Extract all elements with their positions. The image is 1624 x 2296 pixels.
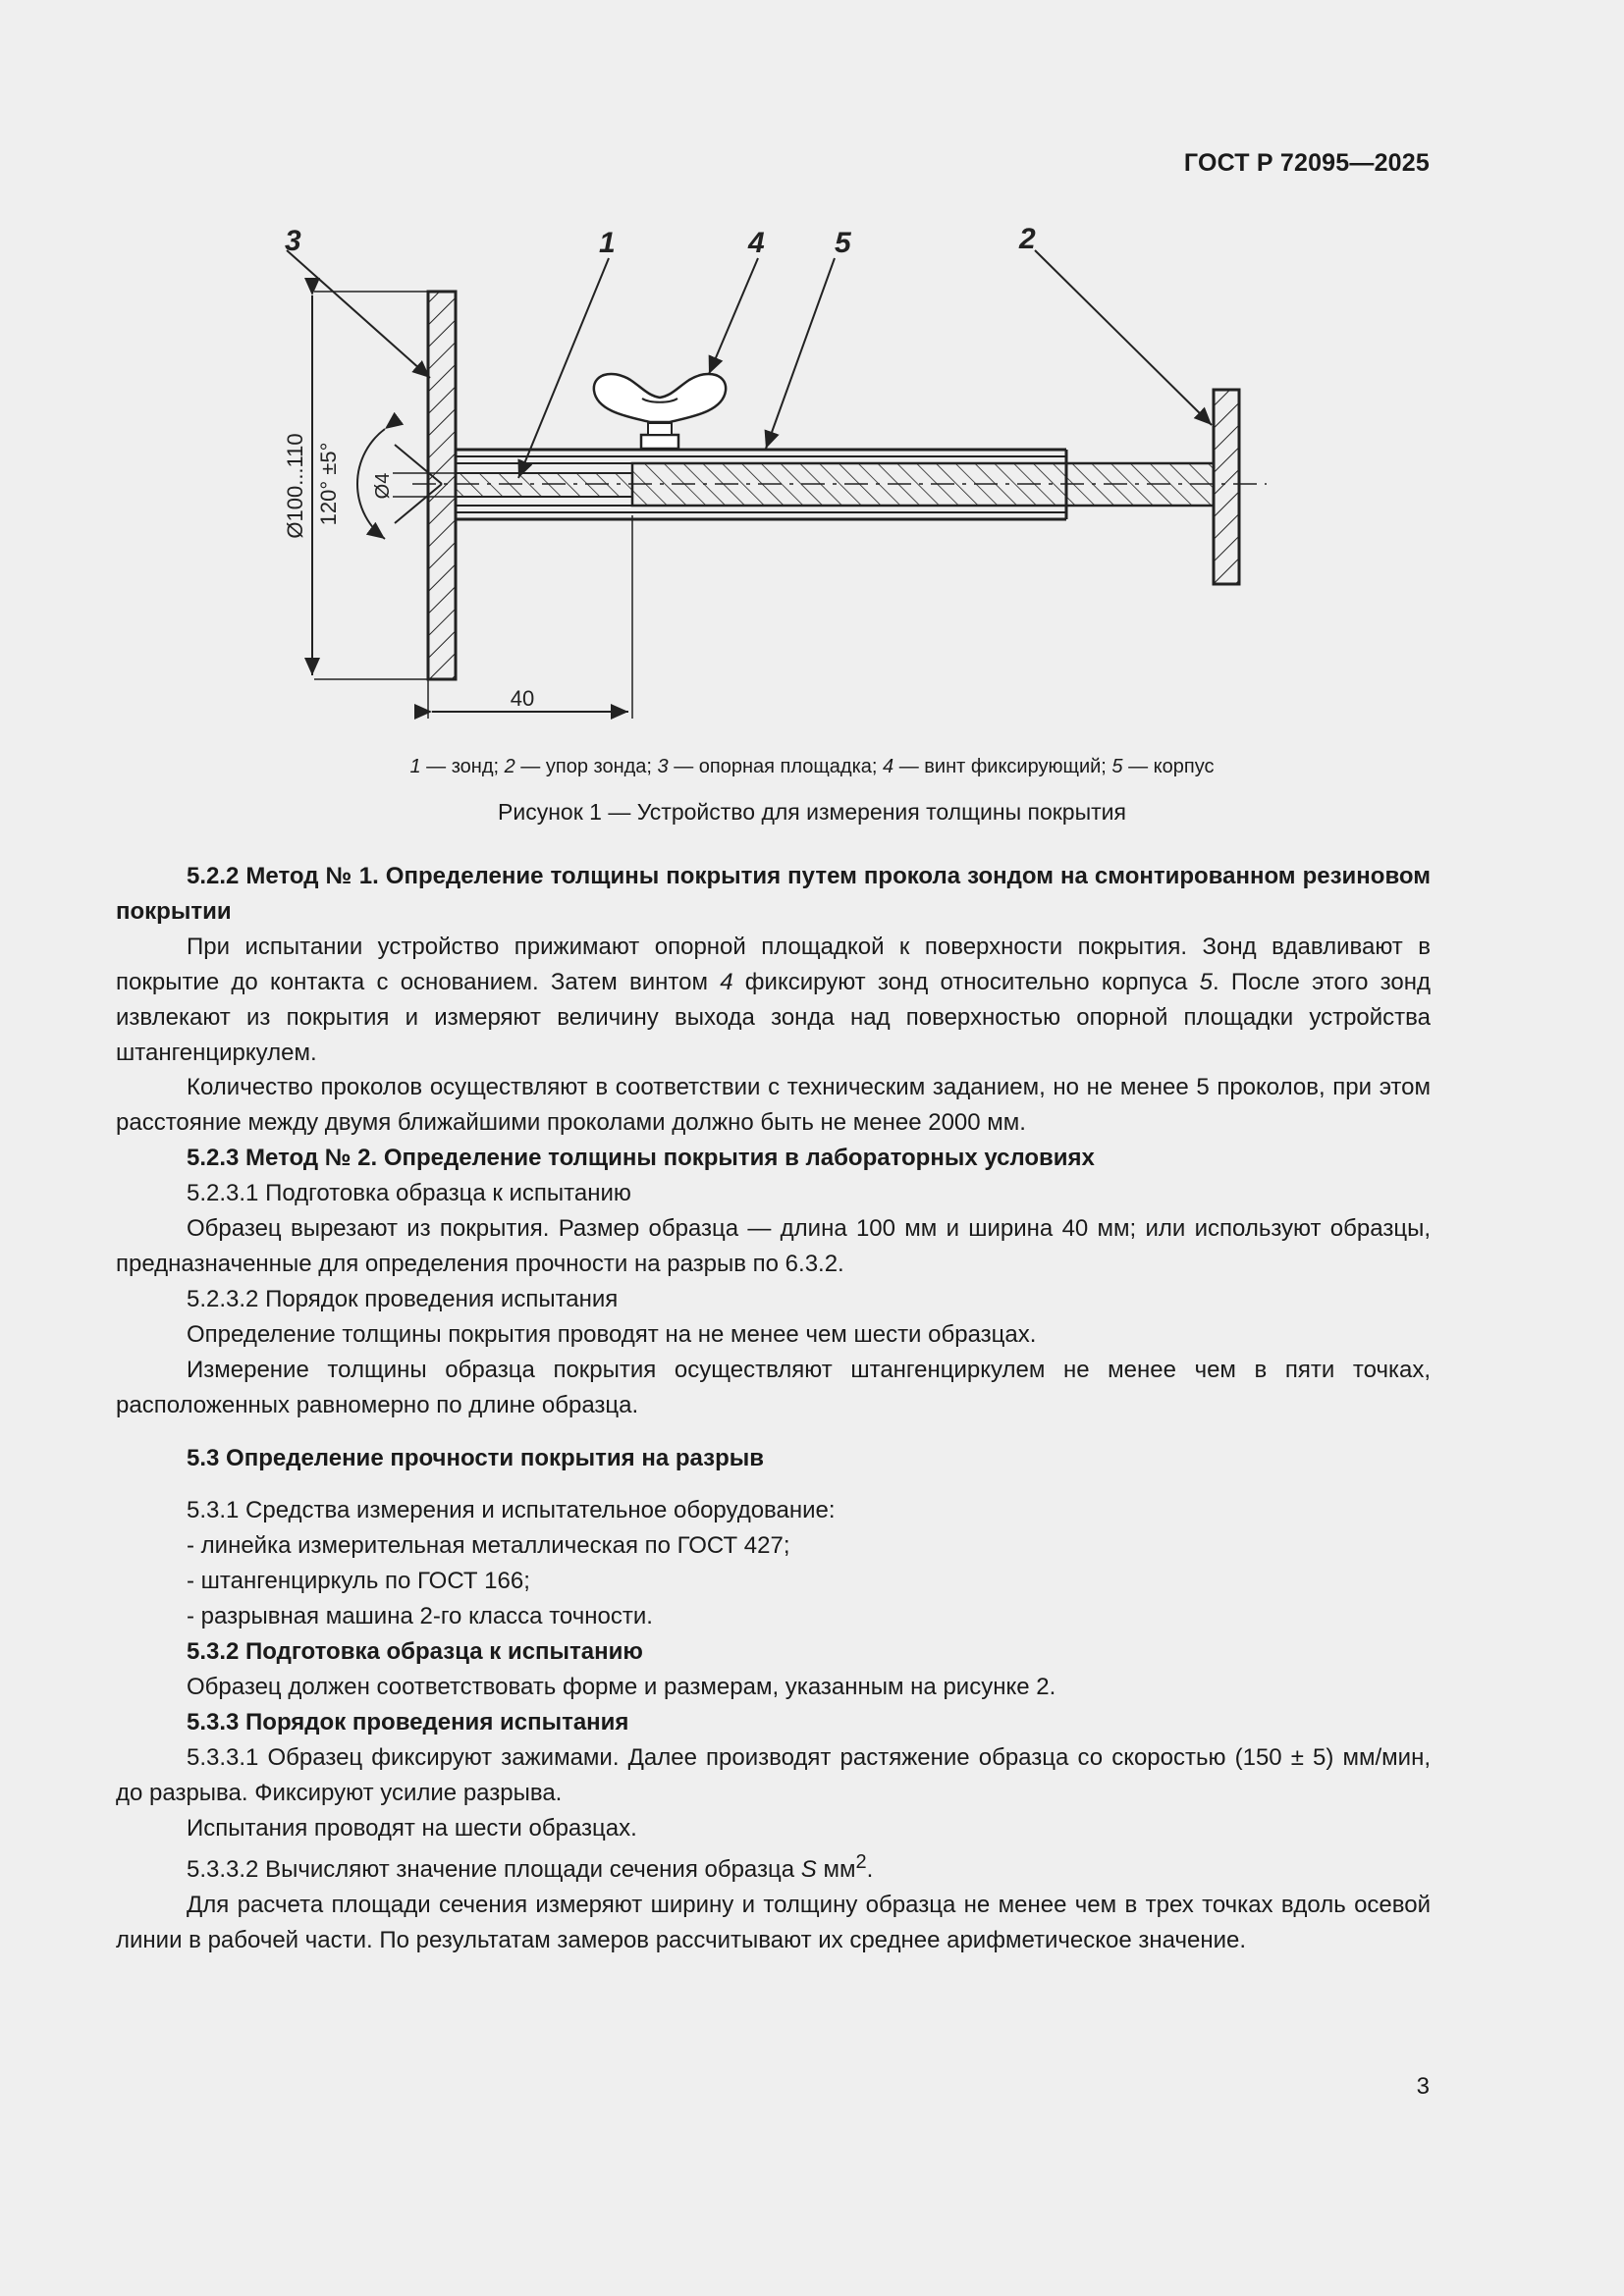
dim-length: 40	[510, 686, 535, 711]
section-5-3-3-1-paragraph-2: Испытания проводят на шести образцах.	[187, 1814, 637, 1842]
section-5-2-2-paragraph-2: Количество проколов осуществляют в соответствии с техническим заданием, но не менее 5 проколов, при этом расстояние между двумя ближайшими проколами должно быть не менее 2000 мм.	[116, 1074, 1431, 1137]
dim-diameter: Ø100...110	[283, 433, 307, 539]
figure-caption: Рисунок 1 — Устройство для измерения толщины покрытия	[498, 799, 1126, 825]
callout-1: 1	[599, 227, 616, 259]
document-body	[116, 859, 1431, 1958]
document-id: ГОСТ Р 72095—2025	[1183, 149, 1430, 177]
section-5-2-3-1-title: 5.2.3.1 Подготовка образца к испытанию	[187, 1180, 631, 1207]
figure-legend: 1 — зонд; 2 — упор зонда; 3 — опорная площадка; 4 — винт фиксирующий; 5 — корпус	[409, 756, 1215, 777]
section-5-3-3-heading: 5.3.3 Порядок проведения испытания	[187, 1708, 629, 1735]
section-5-2-2-heading: 5.2.2 Метод № 1. Определение толщины покрытия путем прокола зондом на смонтированном резиновом покрытии	[116, 863, 1431, 925]
support-plate	[428, 292, 456, 679]
section-5-3-1-title: 5.3.1 Средства измерения и испытательное оборудование:	[187, 1497, 836, 1524]
wing-screw	[594, 374, 726, 449]
dim-probe: Ø4	[372, 472, 394, 500]
section-5-2-2-paragraph-1: При испытании устройство прижимают опорной площадкой к поверхности покрытия. Зонд вдавливают в покрытие до контакта с основанием. Затем винтом 4 фиксируют зонд относительно корпуса 5. После этого зонд извлекают из покрытия и измеряют величину выхода зонда над поверхностью опорной площадки устройства штангенциркулем.	[116, 933, 1431, 1066]
figure-probe-device	[265, 221, 1306, 731]
section-5-3-2-heading: 5.3.2 Подготовка образца к испытанию	[187, 1638, 643, 1666]
callout-5: 5	[835, 227, 851, 259]
section-5-3-heading: 5.3 Определение прочности покрытия на разрыв	[187, 1444, 764, 1471]
probe	[456, 473, 632, 497]
probe-stop	[1214, 390, 1239, 584]
callout-4: 4	[748, 227, 765, 259]
page-number: 3	[1416, 2073, 1430, 2100]
callout-3: 3	[285, 225, 301, 257]
section-5-2-3-2-paragraph-1: Определение толщины покрытия проводят на не менее чем шести образцах.	[187, 1320, 1037, 1348]
section-5-2-3-heading: 5.2.3 Метод № 2. Определение толщины покрытия в лабораторных условиях	[187, 1145, 1095, 1172]
list-item: - штангенциркуль по ГОСТ 166;	[187, 1568, 530, 1595]
section-5-3-2-paragraph: Образец должен соответствовать форме и размерам, указанным на рисунке 2.	[187, 1673, 1056, 1700]
list-item: - разрывная машина 2-го класса точности.	[187, 1603, 653, 1630]
section-5-2-3-2-title: 5.2.3.2 Порядок проведения испытания	[187, 1285, 619, 1312]
section-5-3-3-2-paragraph-2: Для расчета площади сечения измеряют ширину и толщину образца не менее чем в трех точках вдоль осевой линии в рабочей части. По результатам замеров рассчитывают их среднее арифметическое значение.	[116, 1892, 1431, 1954]
section-5-3-3-1-paragraph: 5.3.3.1 Образец фиксируют зажимами. Далее производят растяжение образца со скоростью (150 ± 5) мм/мин, до разрыва. Фиксируют усилие разрыва.	[116, 1743, 1431, 1806]
section-5-2-3-1-paragraph: Образец вырезают из покрытия. Размер образца — длина 100 мм и ширина 40 мм; или используют образцы, предназначенные для определения прочности на разрыв по 6.3.2.	[116, 1215, 1431, 1277]
device-drawing	[265, 221, 1306, 731]
list-item: - линейка измерительная металлическая по ГОСТ 427;	[187, 1532, 790, 1560]
callout-2: 2	[1019, 223, 1036, 255]
section-5-3-3-2-paragraph: 5.3.3.2 Вычисляют значение площади сечения образца S $мм^2$.	[187, 1851, 874, 1884]
dim-angle: 120° ±5°	[316, 442, 341, 526]
section-5-2-3-2-paragraph-2: Измерение толщины образца покрытия осуществляют штангенциркулем не менее чем в пяти точках, расположенных равномерно по длине образца.	[116, 1356, 1431, 1418]
